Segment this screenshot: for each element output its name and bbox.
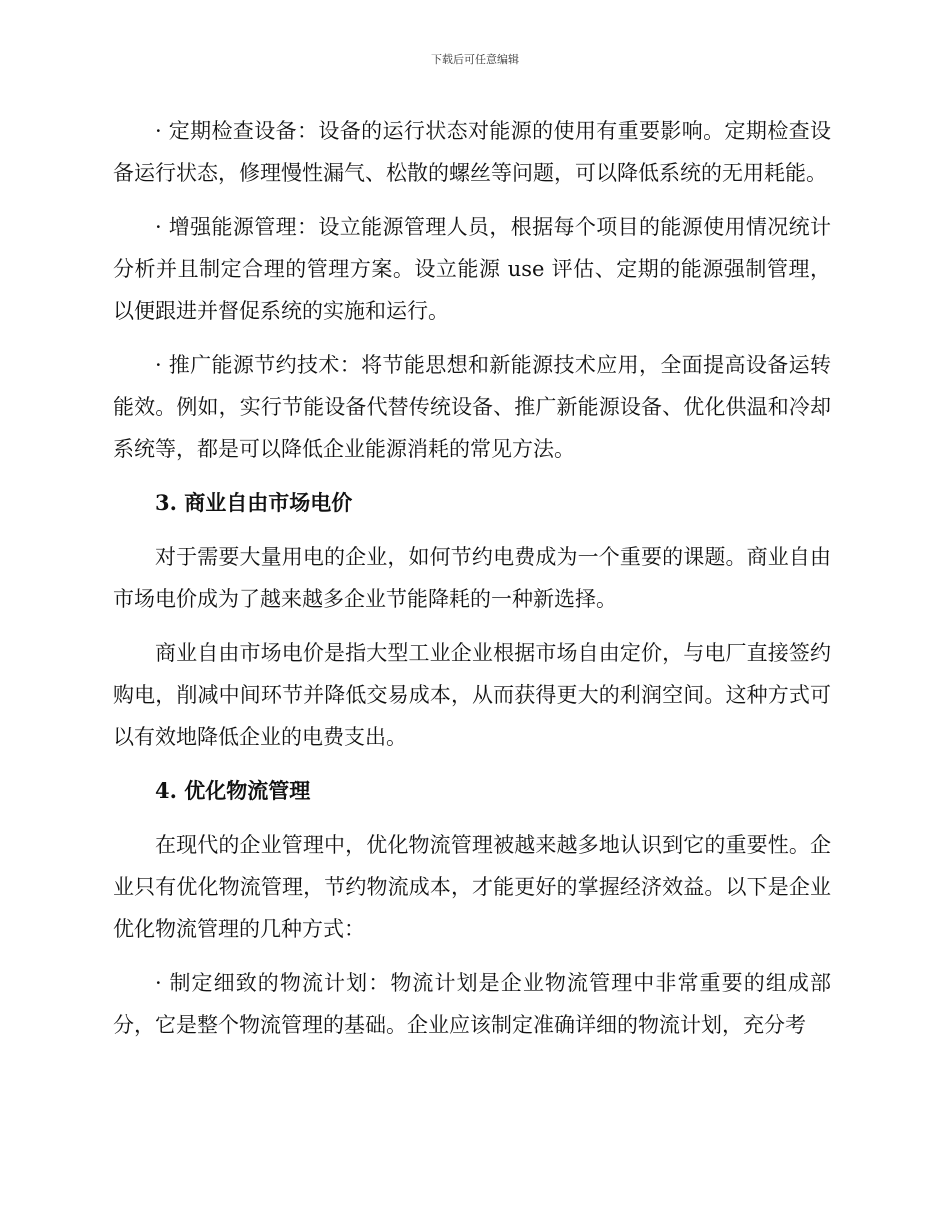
page-header: 下载后可任意编辑: [431, 53, 519, 66]
bullet-paragraph-logistics-plan: · 制定细致的物流计划：物流计划是企业物流管理中非常重要的组成部分，它是整个物流管理的基础。企业应该制定准确详细的物流计划，充分考: [113, 971, 831, 1037]
body-paragraph-logistics-intro: 在现代的企业管理中，优化物流管理被越来越多地认识到它的重要性。企业只有优化物流管理，节约物流成本，才能更好的掌握经济效益。以下是企业优化物流管理的几种方式：: [113, 833, 831, 941]
bullet-paragraph-inspect-equipment: · 定期检查设备：设备的运行状态对能源的使用有重要影响。定期检查设备运行状态，修理慢性漏气、松散的螺丝等问题，可以降低系统的无用耗能。: [113, 119, 831, 185]
bullet-paragraph-energy-management: · 增强能源管理：设立能源管理人员，根据每个项目的能源使用情况统计分析并且制定合理的管理方案。设立能源 use 评估、定期的能源强制管理，以便跟进并督促系统的实施和运行。: [113, 215, 831, 323]
body-paragraph-electricity-cost: 对于需要大量用电的企业，如何节约电费成为一个重要的课题。商业自由市场电价成为了越来越多企业节能降耗的一种新选择。: [113, 545, 831, 611]
section-heading-market-price: 3. 商业自由市场电价: [155, 490, 353, 515]
document-body: [113, 110, 831, 1046]
section-heading-logistics: 4. 优化物流管理: [155, 778, 311, 803]
body-paragraph-market-price-definition: 商业自由市场电价是指大型工业企业根据市场自由定价，与电厂直接签约购电，削减中间环节并降低交易成本，从而获得更大的利润空间。这种方式可以有效地降低企业的电费支出。: [113, 641, 831, 749]
bullet-paragraph-energy-saving-tech: · 推广能源节约技术：将节能思想和新能源技术应用，全面提高设备运转能效。例如，实行节能设备代替传统设备、推广新能源设备、优化供温和冷却系统等，都是可以降低企业能源消耗的常见方法。: [113, 353, 831, 461]
